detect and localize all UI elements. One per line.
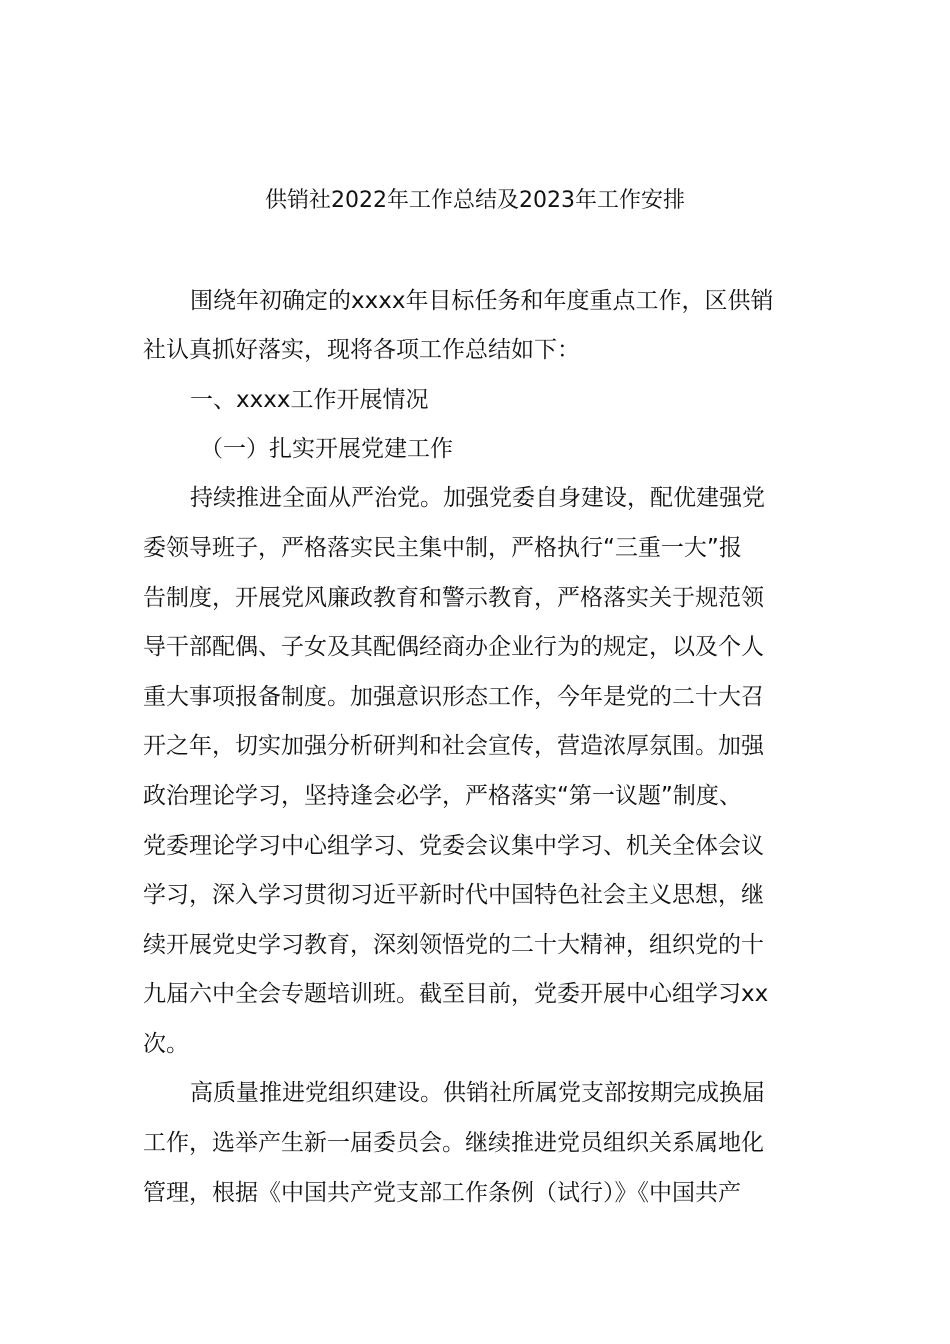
paragraph-line: 次。	[143, 1031, 189, 1057]
section-heading: 一、xxxx工作开展情况	[190, 387, 429, 413]
document-title: 供销社2022年工作总结及2023年工作安排	[265, 188, 685, 213]
paragraph-line: 高质量推进党组织建设。供销社所属党支部按期完成换届	[190, 1080, 765, 1106]
paragraph-line: 九届六中全会专题培训班。截至目前，党委开展中心组学习xx	[143, 981, 769, 1007]
subsection-heading: （一）扎实开展党建工作	[200, 436, 453, 462]
paragraph-line: 告制度，开展党风廉政教育和警示教育，严格落实关于规范领	[143, 585, 764, 611]
paragraph-line: 持续推进全面从严治党。加强党委自身建设，配优建强党	[190, 485, 765, 511]
paragraph-line: 工作，选举产生新一届委员会。继续推进党员组织关系属地化	[143, 1130, 764, 1156]
paragraph-line: 围绕年初确定的xxxx年目标任务和年度重点工作，区供销	[190, 288, 774, 314]
paragraph-line: 重大事项报备制度。加强意识形态工作，今年是党的二十大召	[143, 684, 764, 710]
paragraph-line: 续开展党史学习教育，深刻领悟党的二十大精神，组织党的十	[143, 932, 764, 958]
paragraph-line: 学习，深入学习贯彻习近平新时代中国特色社会主义思想，继	[143, 882, 764, 908]
paragraph-line: 导干部配偶、子女及其配偶经商办企业行为的规定，以及个人	[143, 634, 764, 660]
paragraph-line: 政治理论学习，坚持逢会必学，严格落实“第一议题”制度、	[143, 783, 742, 809]
paragraph-line: 党委理论学习中心组学习、党委会议集中学习、机关全体会议	[143, 833, 764, 859]
paragraph-line: 委领导班子，严格落实民主集中制，严格执行“三重一大”报	[143, 535, 742, 561]
paragraph-line: 管理，根据《中国共产党支部工作条例（试行）》《中国共产	[143, 1180, 741, 1206]
paragraph-line: 社认真抓好落实，现将各项工作总结如下：	[143, 337, 580, 363]
paragraph-line: 开之年，切实加强分析研判和社会宣传，营造浓厚氛围。加强	[143, 733, 764, 759]
